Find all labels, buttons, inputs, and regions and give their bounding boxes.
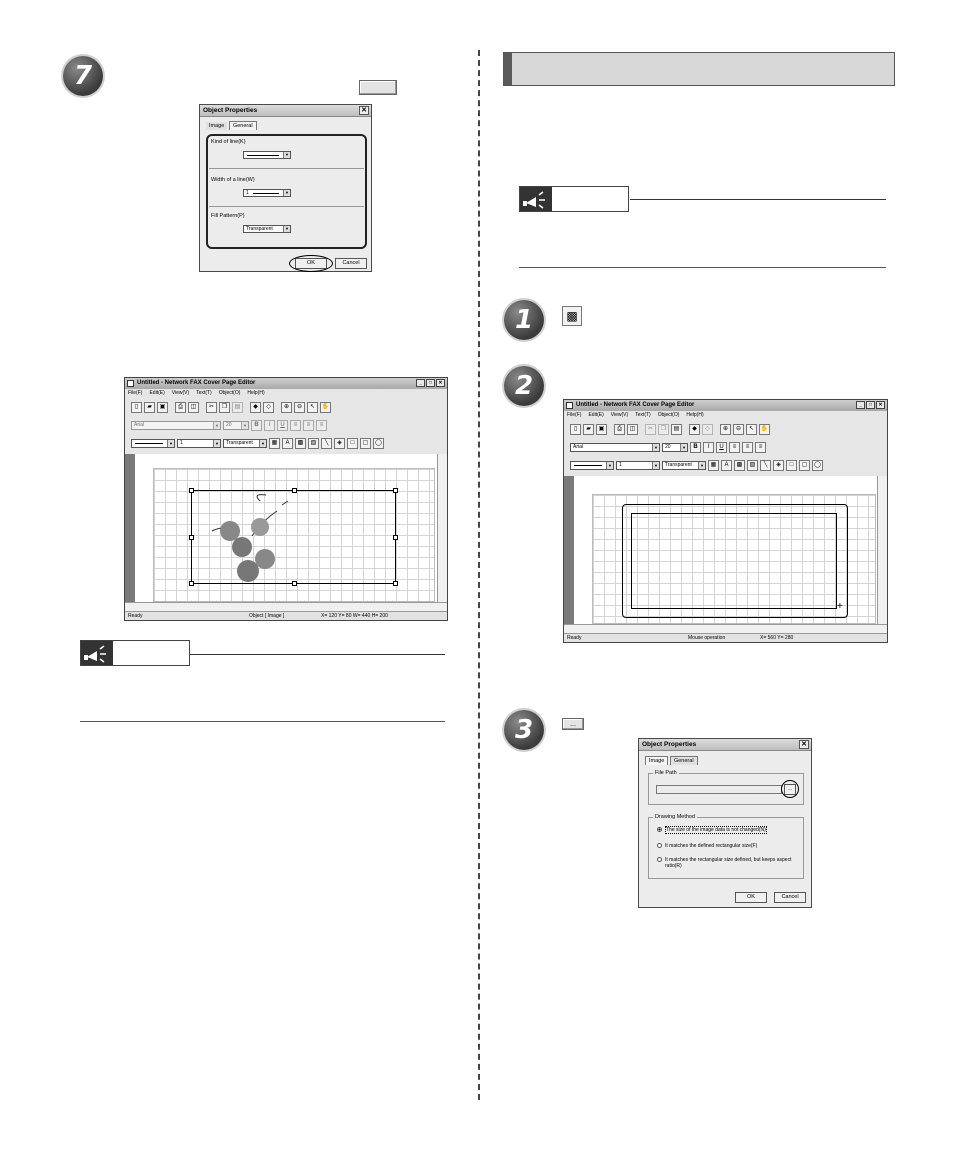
menu-help[interactable]: Help(H) (247, 390, 265, 396)
kind-of-line-label: Kind of line(K) (211, 139, 246, 145)
status-coords: X= 560 Y= 280 (760, 635, 794, 641)
line-kind-select[interactable] (570, 461, 614, 470)
resize-handle[interactable] (292, 581, 297, 586)
save-icon[interactable]: ▣ (596, 424, 607, 435)
underline-icon[interactable]: U (277, 420, 288, 431)
line-sample (253, 193, 279, 194)
option-matches-size[interactable] (657, 843, 757, 849)
ok-button[interactable]: OK (735, 892, 767, 903)
resize-handle[interactable] (189, 535, 194, 540)
group-kind-of-line (209, 141, 364, 169)
step-7-badge (63, 56, 103, 96)
resize-handle[interactable] (189, 488, 194, 493)
chevron-down-icon: ▼ (652, 462, 659, 469)
close-icon[interactable]: ✕ (799, 740, 809, 749)
roundrect-icon[interactable]: ▢ (360, 438, 371, 449)
menu-file[interactable]: File(F) (567, 412, 582, 418)
width-of-line-select[interactable] (243, 189, 291, 197)
picture-icon[interactable]: ▩ (734, 460, 745, 471)
chevron-down-icon: ▼ (283, 152, 290, 158)
image-icon[interactable]: ▧ (308, 438, 319, 449)
status-bar (564, 633, 887, 642)
cancel-button[interactable]: Cancel (335, 258, 367, 269)
align-left-icon[interactable]: ≡ (290, 420, 301, 431)
properties-icon[interactable]: ▦ (708, 460, 719, 471)
option-label-cont: ratio(R) (665, 863, 682, 869)
status-coords: X= 120 Y= 80 W= 440 H= 200 (321, 613, 388, 619)
open-icon[interactable]: ▰ (583, 424, 594, 435)
kind-of-line-select[interactable] (243, 151, 291, 159)
window-title: Untitled - Network FAX Cover Page Editor (137, 380, 256, 386)
dialog-titlebar (200, 105, 371, 117)
zoom-in-icon[interactable]: ⊕ (281, 402, 292, 413)
open-icon[interactable]: ▰ (144, 402, 155, 413)
size-value: 20 (665, 443, 671, 450)
rect-icon[interactable]: □ (347, 438, 358, 449)
chevron-down-icon: ▼ (213, 422, 220, 429)
window-controls (856, 401, 885, 409)
resize-handle[interactable] (189, 581, 194, 586)
step-number: 3 (514, 715, 534, 745)
align-center-icon[interactable]: ≡ (742, 442, 753, 453)
section-accent (504, 53, 512, 85)
save-icon[interactable]: ▣ (157, 402, 168, 413)
italic-icon[interactable]: I (703, 442, 714, 453)
horizontal-scrollbar[interactable] (125, 602, 447, 611)
section-header-bar (503, 52, 895, 86)
zoom-out-icon[interactable]: ⊖ (294, 402, 305, 413)
status-object: Object [ Image ] (249, 613, 285, 619)
tab-strip (206, 121, 257, 130)
menu-edit[interactable]: Edit(E) (588, 412, 604, 418)
cut-icon[interactable]: ✂ (206, 402, 217, 413)
image-icon[interactable]: ▧ (747, 460, 758, 471)
hand-icon[interactable]: ✋ (759, 424, 770, 435)
resize-handle[interactable] (292, 488, 297, 493)
radio-icon (657, 843, 662, 848)
image-object-frame[interactable] (191, 490, 396, 584)
window-title: Untitled - Network FAX Cover Page Editor (576, 402, 695, 408)
picture-icon[interactable]: ▩ (295, 438, 306, 449)
column-divider (478, 50, 480, 1100)
tab-strip (645, 756, 698, 765)
copy-icon[interactable]: ❐ (219, 402, 230, 413)
chevron-down-icon: ▼ (259, 440, 266, 447)
text-toolbar (564, 438, 887, 456)
cancel-button[interactable]: Cancel (774, 892, 806, 903)
font-value: Arial (573, 443, 584, 450)
main-toolbar (125, 398, 447, 416)
menu-edit[interactable]: Edit(E) (149, 390, 165, 396)
group-width-of-line (209, 179, 364, 207)
chevron-down-icon: ▼ (283, 190, 290, 196)
fill-pattern-label: Fill Pattern(P) (211, 213, 245, 219)
group-file-path (648, 770, 804, 805)
tab-general[interactable]: General (229, 121, 257, 130)
note-icon (81, 641, 113, 665)
font-select[interactable] (570, 443, 660, 452)
menu-file[interactable]: File(F) (128, 390, 143, 396)
menu-bar (125, 389, 447, 398)
copy-icon[interactable]: ❐ (658, 424, 669, 435)
app-icon (127, 380, 134, 387)
file-path-input[interactable] (656, 785, 782, 794)
align-center-icon[interactable]: ≡ (303, 420, 314, 431)
select-icon[interactable]: ↖ (307, 402, 318, 413)
window-controls (416, 379, 445, 387)
chevron-down-icon: ▼ (283, 226, 290, 232)
send-back-icon[interactable]: ◇ (263, 402, 274, 413)
note-tag-right (519, 186, 629, 212)
option-label: It matches the defined rectangular size(F) (665, 843, 758, 849)
canvas-area[interactable] (574, 476, 877, 624)
menu-text[interactable]: Text(T) (196, 390, 212, 396)
app-icon (566, 402, 573, 409)
underline-icon[interactable]: U (716, 442, 727, 453)
status-mode: Mouse operation (688, 635, 726, 641)
preview-icon[interactable]: ◫ (188, 402, 199, 413)
option-not-changed[interactable] (657, 827, 767, 833)
chevron-down-icon: ▼ (167, 440, 174, 447)
group-drawing-method (648, 814, 804, 879)
chevron-down-icon: ▼ (241, 422, 248, 429)
align-right-icon[interactable]: ≡ (316, 420, 327, 431)
left-ruler (564, 476, 574, 624)
zoom-in-icon[interactable]: ⊕ (720, 424, 731, 435)
window-titlebar (125, 378, 447, 389)
cover-page-editor-window-1 (124, 377, 448, 621)
object-properties-dialog-general (199, 104, 372, 272)
left-ruler (125, 454, 135, 602)
tab-image[interactable]: Image (206, 122, 227, 130)
bold-icon[interactable]: B (690, 442, 701, 453)
menu-view[interactable]: View(V) (610, 412, 629, 418)
width-value: 1 (246, 190, 249, 196)
menu-bar (564, 411, 887, 420)
chevron-down-icon: ▼ (680, 444, 687, 451)
size-select[interactable] (662, 443, 688, 452)
ok-button[interactable]: OK (295, 258, 327, 269)
drawing-toolbar (125, 434, 447, 452)
option-label: The size of the image data is not changed(N) (666, 827, 766, 833)
text-icon[interactable]: A (721, 460, 732, 471)
hand-icon[interactable]: ✋ (320, 402, 331, 413)
note-end-rule (80, 721, 445, 722)
fill-value: Transparent (226, 439, 253, 446)
ellipse-icon[interactable]: ◯ (812, 460, 823, 471)
line-sample (247, 155, 279, 156)
line-icon[interactable]: ╲ (760, 460, 771, 471)
fill-value: Transparent (246, 226, 273, 232)
dialog-titlebar (639, 739, 811, 751)
step-number: 2 (514, 371, 534, 401)
radio-selected-icon (657, 827, 662, 832)
browse-button-image: ... (562, 718, 584, 730)
vertical-scrollbar[interactable] (437, 454, 447, 602)
new-icon[interactable]: ▯ (570, 424, 581, 435)
dialog-title: Object Properties (642, 741, 697, 748)
group-fill-pattern (209, 215, 364, 245)
note-tag-left (80, 640, 190, 666)
object-properties-dialog-image (638, 738, 812, 908)
ok-highlight-circle (289, 255, 333, 272)
status-ready: Ready (128, 613, 143, 619)
crosshair-cursor-icon: + (837, 601, 843, 612)
italic-icon[interactable]: I (264, 420, 275, 431)
bring-front-icon[interactable]: ◆ (689, 424, 700, 435)
font-value: Arial (134, 421, 145, 428)
drawn-rectangle-inner[interactable] (631, 513, 837, 609)
browse-highlight-circle (781, 780, 799, 798)
line-icon[interactable]: ╲ (321, 438, 332, 449)
close-icon[interactable]: ✕ (436, 379, 445, 387)
chevron-down-icon: ▼ (606, 462, 613, 469)
fill-select[interactable] (223, 439, 267, 448)
roundrect-icon[interactable]: ▢ (799, 460, 810, 471)
horizontal-scrollbar[interactable] (564, 624, 887, 633)
step-number: 7 (73, 61, 93, 91)
tab-general[interactable]: General (670, 756, 698, 765)
tab-image[interactable]: Image (645, 756, 668, 765)
chevron-down-icon: ▼ (213, 440, 220, 447)
option-label: It matches the rectangular size defined, but keeps aspect (665, 857, 792, 863)
maximize-icon[interactable]: □ (866, 401, 875, 409)
select-icon[interactable]: ↖ (746, 424, 757, 435)
text-toolbar (125, 416, 447, 434)
font-select[interactable] (131, 421, 221, 430)
cover-page-editor-window-2 (563, 399, 888, 643)
image-tool-icon: ▩ (562, 306, 582, 326)
fill-value: Transparent (665, 461, 692, 468)
fill-icon[interactable]: ◈ (773, 460, 784, 471)
bring-front-icon[interactable]: ◆ (250, 402, 261, 413)
file-path-label: File Path (655, 770, 677, 776)
status-bar (125, 611, 447, 620)
menu-object[interactable]: Object(O) (218, 390, 241, 396)
fill-icon[interactable]: ◈ (334, 438, 345, 449)
line-sample (574, 465, 602, 466)
line-width-value: 1 (180, 439, 183, 446)
menu-view[interactable]: View(V) (171, 390, 190, 396)
menu-object[interactable]: Object(O) (657, 412, 680, 418)
strawberries-image (192, 491, 397, 585)
align-left-icon[interactable]: ≡ (729, 442, 740, 453)
size-value: 20 (226, 421, 232, 428)
size-select[interactable] (223, 421, 249, 430)
line-sample (135, 443, 163, 444)
inline-ok-button-image (359, 80, 397, 95)
line-width-select[interactable] (177, 439, 221, 448)
chevron-down-icon: ▼ (698, 462, 705, 469)
align-right-icon[interactable]: ≡ (755, 442, 766, 453)
preview-icon[interactable]: ◫ (627, 424, 638, 435)
option-keep-aspect[interactable] (657, 857, 801, 869)
resize-handle[interactable] (393, 581, 398, 586)
menu-text[interactable]: Text(T) (635, 412, 651, 418)
step-1-badge (504, 300, 544, 340)
fill-select[interactable] (662, 461, 706, 470)
properties-icon[interactable]: ▦ (269, 438, 280, 449)
maximize-icon[interactable]: □ (426, 379, 435, 387)
dialog-title: Object Properties (203, 107, 258, 114)
status-ready: Ready (567, 635, 582, 641)
note-rule (190, 654, 445, 655)
note-end-rule (519, 267, 886, 268)
line-width-value: 1 (619, 461, 622, 468)
fill-pattern-select[interactable] (243, 225, 291, 233)
width-of-line-label: Width of a line(W) (211, 177, 255, 183)
resize-handle[interactable] (393, 535, 398, 540)
menu-help[interactable]: Help(H) (686, 412, 704, 418)
vertical-scrollbar[interactable] (877, 476, 887, 624)
minimize-icon[interactable]: _ (856, 401, 865, 409)
paste-icon[interactable]: ▤ (232, 402, 243, 413)
window-titlebar (564, 400, 887, 411)
browse-button[interactable]: ... (784, 784, 796, 795)
note-icon (520, 187, 552, 211)
close-icon[interactable]: ✕ (359, 106, 369, 115)
ellipse-icon[interactable]: ◯ (373, 438, 384, 449)
step-2-badge (504, 366, 544, 406)
rect-icon[interactable]: □ (786, 460, 797, 471)
canvas-area[interactable] (135, 454, 437, 602)
cut-icon[interactable]: ✂ (645, 424, 656, 435)
step-3-badge (504, 710, 544, 750)
drawing-method-label: Drawing Method (655, 814, 696, 820)
minimize-icon[interactable]: _ (416, 379, 425, 387)
line-width-select[interactable] (616, 461, 660, 470)
print-icon[interactable]: ⎙ (175, 402, 186, 413)
send-back-icon[interactable]: ◇ (702, 424, 713, 435)
zoom-out-icon[interactable]: ⊖ (733, 424, 744, 435)
main-toolbar (564, 420, 887, 438)
radio-icon (657, 857, 662, 862)
note-rule (630, 199, 886, 200)
bold-icon[interactable]: B (251, 420, 262, 431)
resize-handle[interactable] (393, 488, 398, 493)
paste-icon[interactable]: ▤ (671, 424, 682, 435)
drawing-toolbar (564, 456, 887, 474)
line-kind-select[interactable] (131, 439, 175, 448)
step-number: 1 (514, 305, 534, 335)
new-icon[interactable]: ▯ (131, 402, 142, 413)
close-icon[interactable]: ✕ (876, 401, 885, 409)
text-icon[interactable]: A (282, 438, 293, 449)
print-icon[interactable]: ⎙ (614, 424, 625, 435)
chevron-down-icon: ▼ (652, 444, 659, 451)
